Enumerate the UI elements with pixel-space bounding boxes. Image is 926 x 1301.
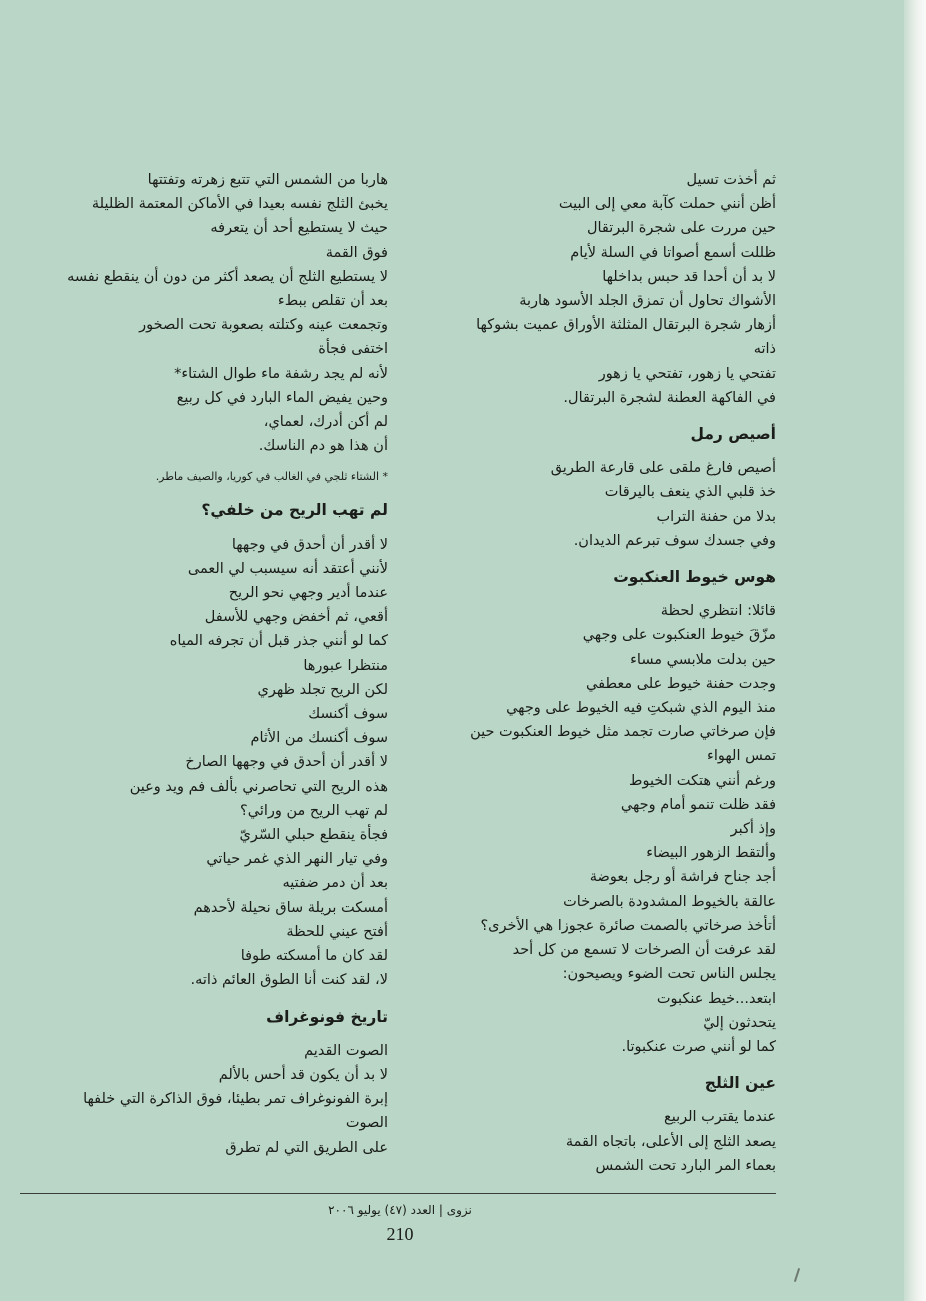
- verse-line: يخبئ الثلج نفسه بعيدا في الأماكن المعتمة الظليلة: [91, 196, 388, 213]
- verse-line: عندما أدير وجهي نحو الريح: [228, 585, 388, 602]
- verse-line: لا بد أن يكون قد أحس بالألم: [218, 1066, 388, 1083]
- verse-line: تفتحي يا زهور، تفتحي يا زهور: [598, 365, 776, 382]
- poem-title: أصيص رمل: [690, 425, 776, 444]
- verse-line: بعد أن تقلص ببطء: [277, 293, 388, 310]
- verse-line: فجأة ينقطع حبلي السّريّ: [239, 827, 388, 844]
- verse-line: أقعي، ثم أخفض وجهي للأسفل: [204, 609, 388, 626]
- verse-line: حيث لا يستطيع أحد أن يتعرفه: [210, 220, 388, 237]
- verse-line: كما لو أنني جذر قبل أن تجرفه المياه: [169, 633, 388, 650]
- verse-line: اختفى فجأة: [318, 341, 388, 358]
- verse-line: هاربا من الشمس التي تتبع زهرته وتفتتها: [147, 172, 388, 188]
- verse-line: كما لو أنني صرت عنكبوتا.: [621, 1038, 776, 1055]
- verse-line: بدلا من حفنة التراب: [656, 508, 776, 525]
- verse-line: لم أكن أدرك، لعماي،: [263, 414, 388, 431]
- verse-line: ظللت أسمع أصواتا في السلة لأيام: [570, 244, 776, 261]
- verse-line: وتجمعت عينه وكتلته بصعوبة تحت الصخور: [139, 317, 388, 334]
- verse-line: لم تهب الريح من ورائي؟: [240, 802, 388, 819]
- verse-line: ذاته: [753, 341, 776, 358]
- poem-title: هوس خيوط العنكبوت: [613, 568, 776, 587]
- verse-line: أزهار شجرة البرتقال المثلثة الأوراق عميت بشوكها: [476, 317, 776, 334]
- verse-line: سوف أكنسك من الأثام: [250, 730, 388, 747]
- verse-line: وجدت حفنة خيوط على معطفي: [586, 675, 776, 692]
- verse-line: أفتح عيني للحظة: [286, 923, 388, 940]
- verse-line: أمسكت بريلة ساق نحيلة لأحدهم: [193, 899, 388, 916]
- verse-line: منتظرا عبورها: [303, 657, 388, 674]
- verse-line: هذه الريح التي تحاصرني بألف فم ويد وعين: [129, 778, 388, 795]
- verse-line: وفي تيار النهر الذي غمر حياتي: [206, 851, 388, 868]
- verse-line: أظن أنني حملت كآبة معي إلى البيت: [558, 196, 776, 213]
- footer-rule: [20, 1193, 776, 1194]
- footer-running-title: [0, 1203, 800, 1217]
- verse-line: لأنه لم يجد رشفة ماء طوال الشتاء*: [174, 365, 388, 382]
- page-number: 210: [386, 1224, 414, 1244]
- verse-line: إبرة الفونوغراف تمر بطيئا، فوق الذاكرة التي خلفها: [83, 1091, 388, 1108]
- poem-title: تاريخ فونوغراف: [266, 1007, 388, 1026]
- verse-line: فوق القمة: [325, 244, 388, 261]
- footer-separator: |: [438, 1203, 443, 1217]
- verse-line: ثم أخذت تسيل: [686, 172, 776, 188]
- verse-line: لا، لقد كنت أنا الطوق العائم ذاته.: [190, 972, 388, 989]
- verse-line: وألتقط الزهور البيضاء: [646, 845, 776, 862]
- verse-line: على الطريق التي لم تطرق: [225, 1139, 388, 1156]
- verse-line: لا أقدر أن أحدق في وجهها: [231, 536, 388, 553]
- verse-line: ورغم أنني هتكت الخيوط: [629, 772, 776, 789]
- verse-line: فقد ظلت تنمو أمام وجهي: [620, 796, 776, 813]
- verse-line: سوف أكنسك: [308, 706, 388, 723]
- verse-line: يجلس الناس تحت الضوء ويصيحون:: [562, 966, 776, 983]
- verse-line: الصوت القديم: [304, 1042, 388, 1059]
- verse-line: لقد كان ما أمسكته طوفا: [240, 948, 388, 965]
- verse-line: عالقة بالخيوط المشدودة بالصرخات: [563, 893, 776, 910]
- verse-line: عندما يقترب الربيع: [663, 1109, 776, 1126]
- pencil-mark: [794, 1268, 800, 1282]
- poem-title: عين الثلج: [704, 1074, 776, 1093]
- verse-line: قائلا: انتظري لحظة: [660, 603, 776, 620]
- verse-line: مزّقَ خيوط العنكبوت على وجهي: [582, 627, 776, 644]
- verse-line: حين بدلت ملابسي مساء: [630, 651, 776, 668]
- verse-line: أتأخذ صرخاتي بالصمت صائرة عجوزا هي الأخرى؟: [480, 917, 776, 934]
- verse-line: وحين يفيض الماء البارد في كل ربيع: [176, 389, 388, 406]
- verse-line: في الفاكهة العطنة لشجرة البرتقال.: [563, 389, 776, 406]
- verse-line: ابتعد...خيط عنكبوت: [656, 990, 776, 1007]
- footnote: * الشتاء ثلجي في الغالب في كوريا، والصيف ماطر.: [155, 470, 388, 484]
- page-edge: [904, 0, 926, 1301]
- verse-line: الأشواك تحاول أن تمزق الجلد الأسود هاربة: [519, 293, 776, 310]
- verse-line: الصوت: [345, 1115, 388, 1132]
- poem-column-right: [404, 168, 776, 1178]
- verse-line: تمس الهواء: [707, 748, 776, 765]
- verse-line: لأنني أعتقد أنه سيسبب لي العمى: [187, 560, 388, 577]
- verse-line: لا بد أن أحدا قد حبس بداخلها: [602, 268, 776, 285]
- verse-line: بعماء المر البارد تحت الشمس: [595, 1157, 776, 1174]
- verse-line: لقد عرفت أن الصرخات لا تسمع من كل أحد: [512, 942, 776, 959]
- verse-line: منذ اليوم الذي شبكتِ فيه الخيوط على وجهي: [506, 700, 776, 717]
- verse-line: فإن صرخاتي صارت تجمد مثل خيوط العنكبوت حين: [470, 724, 776, 741]
- verse-line: أن هذا هو دم الناسك.: [258, 438, 388, 455]
- poem-column-left: [16, 168, 388, 1160]
- verse-line: خذ قلبي الذي ينعف باليرقات: [604, 484, 776, 501]
- verse-line: يتحدثون إليّ: [703, 1014, 776, 1031]
- poem-title: لم تهب الريح من خلفي؟: [201, 501, 388, 520]
- verse-line: أجد جناح فراشة أو رجل بعوضة: [589, 869, 776, 886]
- footer-magazine: نزوى: [446, 1203, 472, 1217]
- verse-line: لكن الريح تجلد ظهري: [257, 681, 388, 698]
- verse-line: لا يستطيع الثلج أن يصعد أكثر من دون أن ينقطع نفسه: [67, 268, 388, 285]
- verse-line: لا أقدر أن أحدق في وجهها الصارخ: [185, 754, 388, 771]
- verse-line: يصعد الثلج إلى الأعلى، باتجاه القمة: [565, 1133, 776, 1150]
- verse-line: حين مررت على شجرة البرتقال: [586, 220, 776, 237]
- footer-issue: العدد (٤٧) يوليو ٢٠٠٦: [328, 1203, 436, 1217]
- verse-line: بعد أن دمر ضفتيه: [282, 875, 388, 892]
- verse-line: وإذ أكبر: [730, 821, 776, 838]
- verse-line: أصيص فارغ ملقى على قارعة الطريق: [550, 460, 776, 477]
- verse-line: وفي جسدك سوف تبرعم الديدان.: [573, 532, 776, 549]
